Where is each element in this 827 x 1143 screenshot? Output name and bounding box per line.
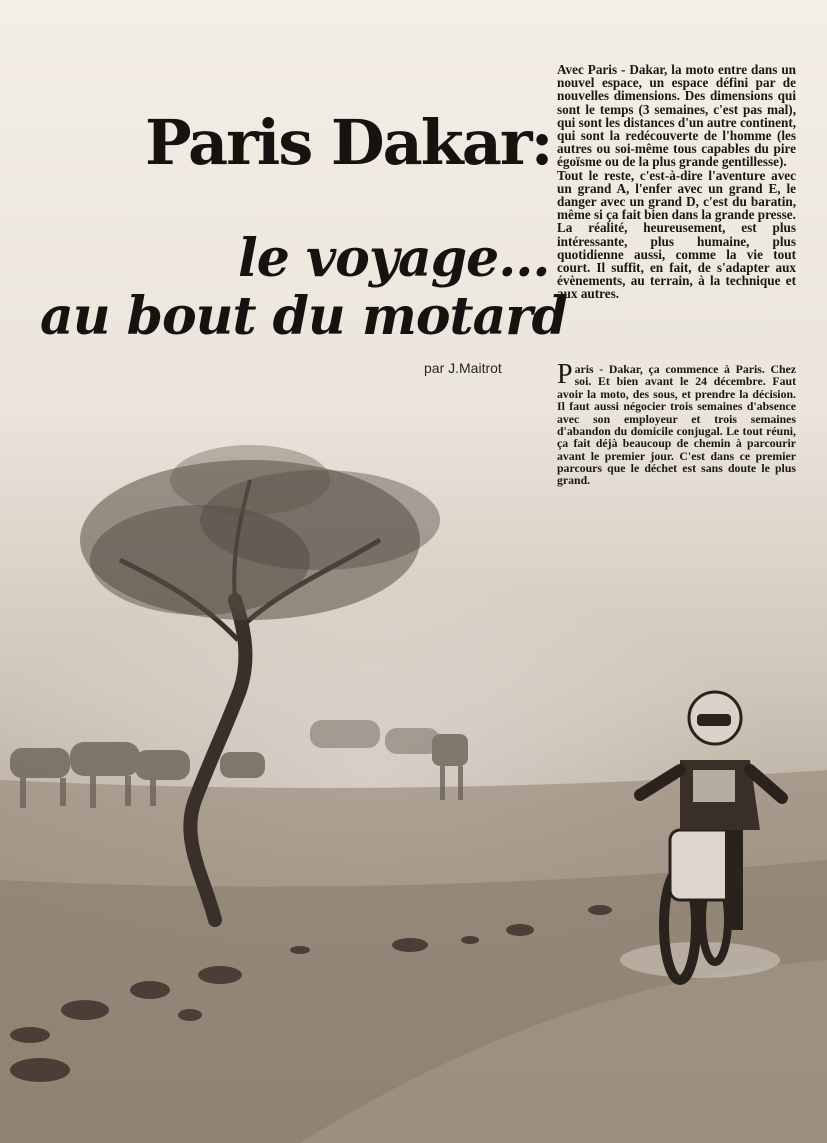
body-column: [557, 359, 796, 488]
article-subtitle-line-2: au bout du motard: [40, 286, 568, 347]
body-text: aris - Dakar, ça commence à Paris. Chez soi. Et bien avant le 24 décembre. Faut avoir la moto, des sous, et prendre la décision. Il faut aussi négocier trois semaines d'absence avec son employeur et trois semaines d'abandon du domicile conjugal. Le tout réuni, ça fait déjà beaucoup de chemin à parcourir avant le premier jour. C'est dans ce premier parcours que le déchet est sans doute le plus grand.: [557, 362, 796, 488]
byline: par J.Maitrot: [424, 360, 502, 376]
intro-paragraph: Tout le reste, c'est-à-dire l'aventure avec un grand A, l'enfer avec un grand E, le danger avec un grand D, c'est du baratin, même si ça fait bien dans la grande presse.: [557, 167, 796, 223]
intro-column: [557, 63, 796, 301]
article-title: Paris Dakar:: [145, 106, 552, 179]
article-subtitle-line-1: le voyage...: [238, 228, 550, 289]
drop-cap: P: [557, 359, 573, 390]
intro-paragraph: Avec Paris - Dakar, la moto entre dans un nouvel espace, un espace défini par de nouvelles dimensions. Des dimensions qui sont le temps (3 semaines, c'est pas mal), qui sont les distances d'un autre continent, qui sont la redécouverte de l'homme (les autres ou soi-même tous capables du pire égoïsme ou de la plus grande gentillesse).: [557, 62, 797, 170]
intro-paragraph: La réalité, heureusement, est plus intéressante, plus humaine, plus quotidienne aussi, comme la vie tout court. Il suffit, en fait, de s'adapter aux évènements, au terrain, à la technique et aux autres.: [557, 220, 796, 302]
body-paragraph: [557, 359, 796, 488]
